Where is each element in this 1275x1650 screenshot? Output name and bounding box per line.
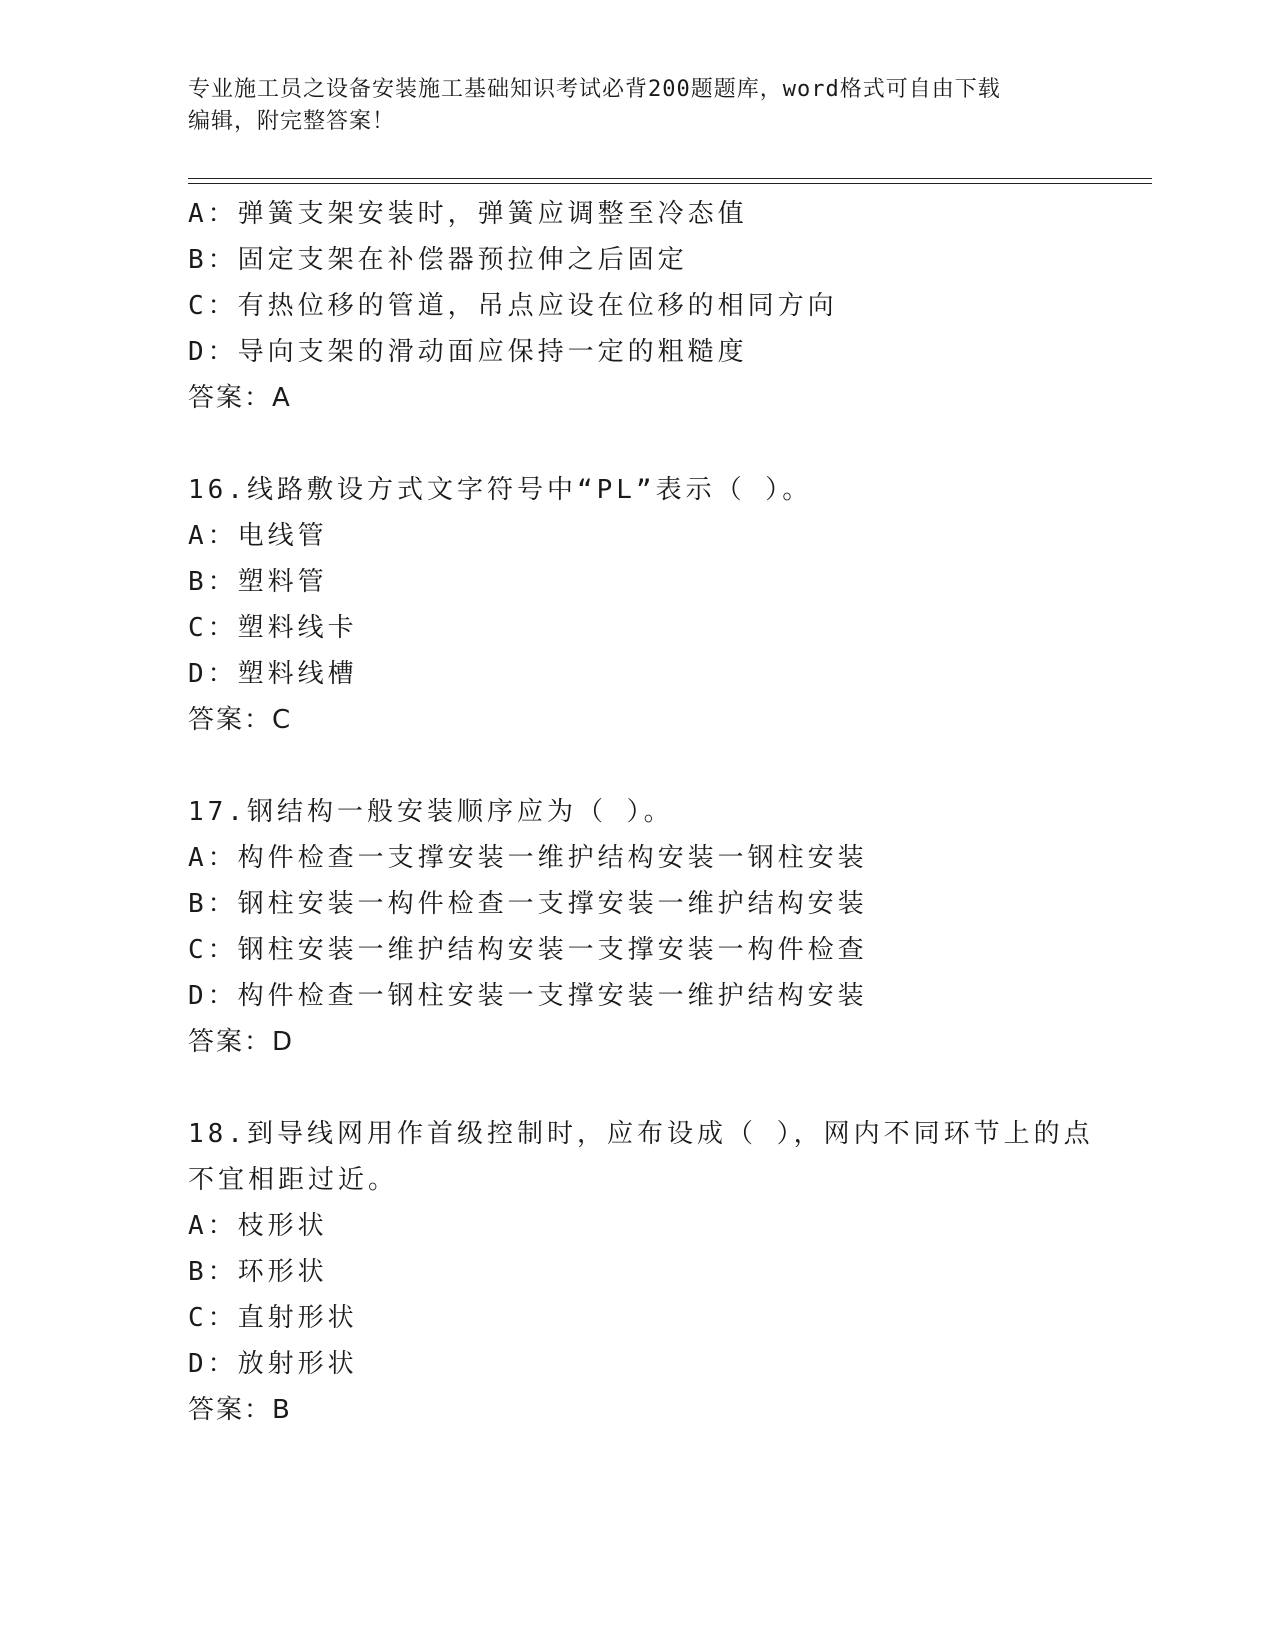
- question-16-text: 16.线路敷设方式文字符号中“PL”表示（ ）。: [188, 475, 813, 505]
- question-15-option-c: C：有热位移的管道，吊点应设在位移的相同方向: [188, 291, 838, 321]
- question-17-option-b: B：钢柱安装一构件检查一支撑安装一维护结构安装: [188, 889, 868, 919]
- header-title-line1: 专业施工员之设备安装施工基础知识考试必背200题题库，word格式可自由下载: [188, 77, 1001, 102]
- question-16-option-a: A：电线管: [188, 521, 328, 551]
- question-18-option-b: B：环形状: [188, 1257, 328, 1287]
- spacer: [188, 743, 1088, 789]
- question-17-option-c: C：钢柱安装一维护结构安装一支撑安装一构件检查: [188, 935, 868, 965]
- question-18-option-c: C：直射形状: [188, 1303, 358, 1333]
- question-17-option-d: D：构件检查一钢柱安装一支撑安装一维护结构安装: [188, 981, 868, 1011]
- question-15-option-d: D：导向支架的滑动面应保持一定的粗糙度: [188, 337, 748, 367]
- question-18-option-d: D：放射形状: [188, 1349, 358, 1379]
- question-18-text-line1: 18.到导线网用作首级控制时，应布设成（ ），网内不同环节上的点: [188, 1119, 1094, 1149]
- question-17-answer: 答案：D: [188, 1027, 295, 1057]
- question-16-option-c: C：塑料线卡: [188, 613, 358, 643]
- question-16-option-d: D：塑料线槽: [188, 659, 358, 689]
- question-15-option-b: B：固定支架在补偿器预拉伸之后固定: [188, 245, 688, 275]
- question-list: [188, 191, 1094, 1433]
- question-16-answer: 答案：C: [188, 705, 293, 735]
- question-18: [188, 1111, 1094, 1433]
- spacer: [188, 1065, 1088, 1111]
- question-15-option-a: A：弹簧支架安装时，弹簧应调整至冷态值: [188, 199, 748, 229]
- document-header: [188, 74, 1068, 138]
- header-divider-top: [188, 178, 1152, 179]
- header-title-line2: 编辑，附完整答案！: [188, 109, 396, 134]
- question-17: [188, 789, 1088, 1065]
- question-17-text: 17.钢结构一般安装顺序应为（ ）。: [188, 797, 674, 827]
- question-18-answer: 答案：B: [188, 1395, 292, 1425]
- question-15: [188, 191, 1088, 421]
- spacer: [188, 421, 1088, 467]
- question-16-option-b: B：塑料管: [188, 567, 328, 597]
- question-17-option-a: A：构件检查一支撑安装一维护结构安装一钢柱安装: [188, 843, 868, 873]
- question-16: [188, 467, 1088, 743]
- header-divider-bottom: [188, 183, 1152, 184]
- question-18-text-line2: 不宜相距过近。: [188, 1165, 399, 1195]
- question-18-option-a: A：枝形状: [188, 1211, 328, 1241]
- question-15-answer: 答案：A: [188, 383, 292, 413]
